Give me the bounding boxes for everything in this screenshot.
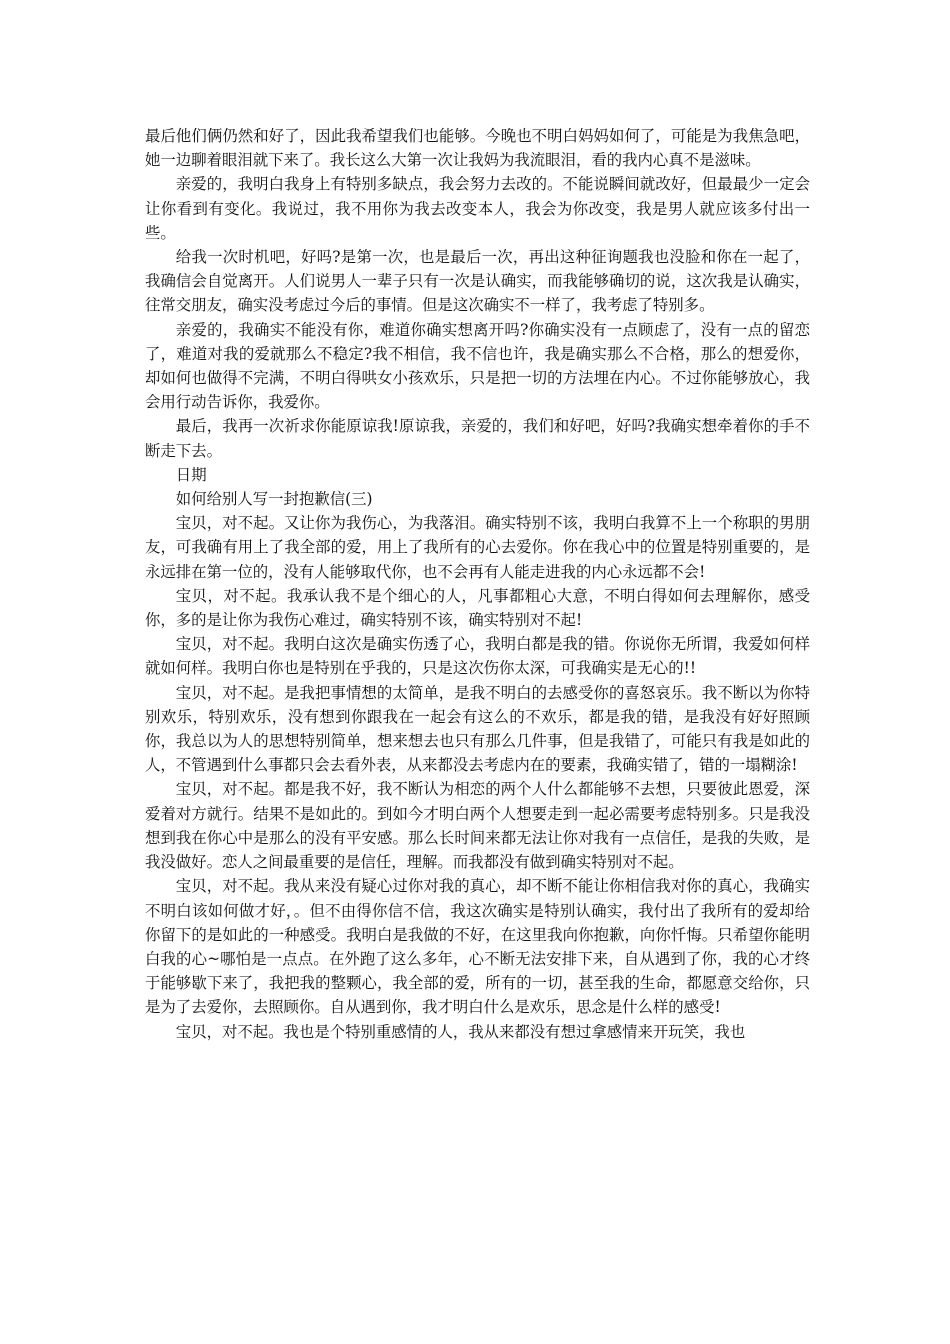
paragraph: 宝贝，对不起。是我把事情想的太简单，是我不明白的去感受你的喜怒哀乐。我不断以为你特别欢乐，特别欢乐，没有想到你跟我在一起会有这么的不欢乐，都是我的错，是我没有好好照顾你，我总以为人的思想特别简单，想来想去也只有那么几件事，但是我错了，可能只有我是如此的人，不管遇到什么事都只会去看外表，从来都没去考虑内在的要素，我确实错了，错的一塌糊涂!	[145, 683, 810, 775]
paragraph: 宝贝，对不起。我承认我不是个细心的人，凡事都粗心大意，不明白得如何去理解你，感受你，多的是让你为我伤心难过，确实特别不该，确实特别对不起!	[145, 586, 810, 630]
document-body	[145, 124, 810, 1044]
paragraph: 宝贝，对不起。我从来没有疑心过你对我的真心，却不断不能让你相信我对你的真心，我确实不明白该如何做才好，。但不由得你信不信，我这次确实是特别认确实，我付出了我所有的爱却给你留下的是如此的一种感受。我明白是我做的不好，在这里我向你抱歉，向你忏悔。只希望你能明白我的心~哪怕是一点点。在外跑了这么多年，心不断无法安排下来，自从遇到了你，我的心才终于能够歇下来了，我把我的整颗心，我全部的爱，所有的一切，甚至我的生命，都愿意交给你，只是为了去爱你，去照顾你。自从遇到你，我才明白什么是欢乐，思念是什么样的感受!	[145, 877, 810, 1017]
paragraph: 宝贝，对不起。我明白这次是确实伤透了心，我明白都是我的错。你说你无所谓，我爱如何样就如何样。我明白你也是特别在乎我的，只是这次伤你太深，可我确实是无心的!!	[145, 635, 810, 678]
paragraph: 宝贝，对不起。又让你为我伤心，为我落泪。确实特别不该，我明白我算不上一个称职的男朋友，可我确有用上了我全部的爱，用上了我所有的心去爱你。你在我心中的位置是特别重要的，是永远排在第一位的，没有人能够取代你，也不会再有人能走进我的内心永远都不会!	[145, 514, 810, 581]
paragraph: 亲爱的，我确实不能没有你，难道你确实想离开吗?你确实没有一点顾虑了，没有一点的留恋了，难道对我的爱就那么不稳定?我不相信，我不信也许，我是确实那么不合格，那么的想爱你，却如何也做得不完满，不明白得哄女小孩欢乐，只是把一切的方法埋在内心。不过你能够放心，我会用行动告诉你，我爱你。	[145, 320, 810, 412]
paragraph: 宝贝，对不起。都是我不好，我不断认为相恋的两个人什么都能够不去想，只要彼此恩爱，深爱着对方就行。结果不是如此的。到如今才明白两个人想要走到一起必需要考虑特别多。只是我没想到我在你心中是那么的没有平安感。那么长时间来都无法让你对我有一点信任，是我的失败，是我没做好。恋人之间最重要的是信任，理解。而我都没有做到确实特别对不起。	[145, 780, 810, 872]
section-title: 如何给别人写一封抱歉信(三)	[175, 490, 373, 509]
paragraph: 给我一次时机吧，好吗?是第一次，也是最后一次，再出这种征询题我也没脸和你在一起了，我确信会自觉离开。人们说男人一辈子只有一次是认确实，而我能够确切的说，这次我是认确实，往常交朋友，确实没考虑过今后的事情。但是这次确实不一样了，我考虑了特别多。	[145, 248, 810, 315]
paragraph: 宝贝，对不起。我也是个特别重感情的人，我从来都没有想过拿感情来开玩笑，我也	[175, 1022, 746, 1041]
paragraph: 亲爱的，我明白我身上有特别多缺点，我会努力去改的。不能说瞬间就改好，但最最少一定会让你看到有变化。我说过，我不用你为我去改变本人，我会为你改变，我是男人就应该多付出一些。	[145, 175, 810, 242]
paragraph: 最后他们俩仍然和好了，因此我希望我们也能够。今晚也不明白妈妈如何了，可能是为我焦急吧，她一边聊着眼泪就下来了。我长这么大第一次让我妈为我流眼泪，看的我内心真不是滋味。	[145, 127, 810, 170]
paragraph: 最后，我再一次祈求你能原谅我!原谅我，亲爱的，我们和好吧，好吗?我确实想牵着你的手不断走下去。	[145, 417, 810, 460]
date-label: 日期	[175, 465, 207, 484]
